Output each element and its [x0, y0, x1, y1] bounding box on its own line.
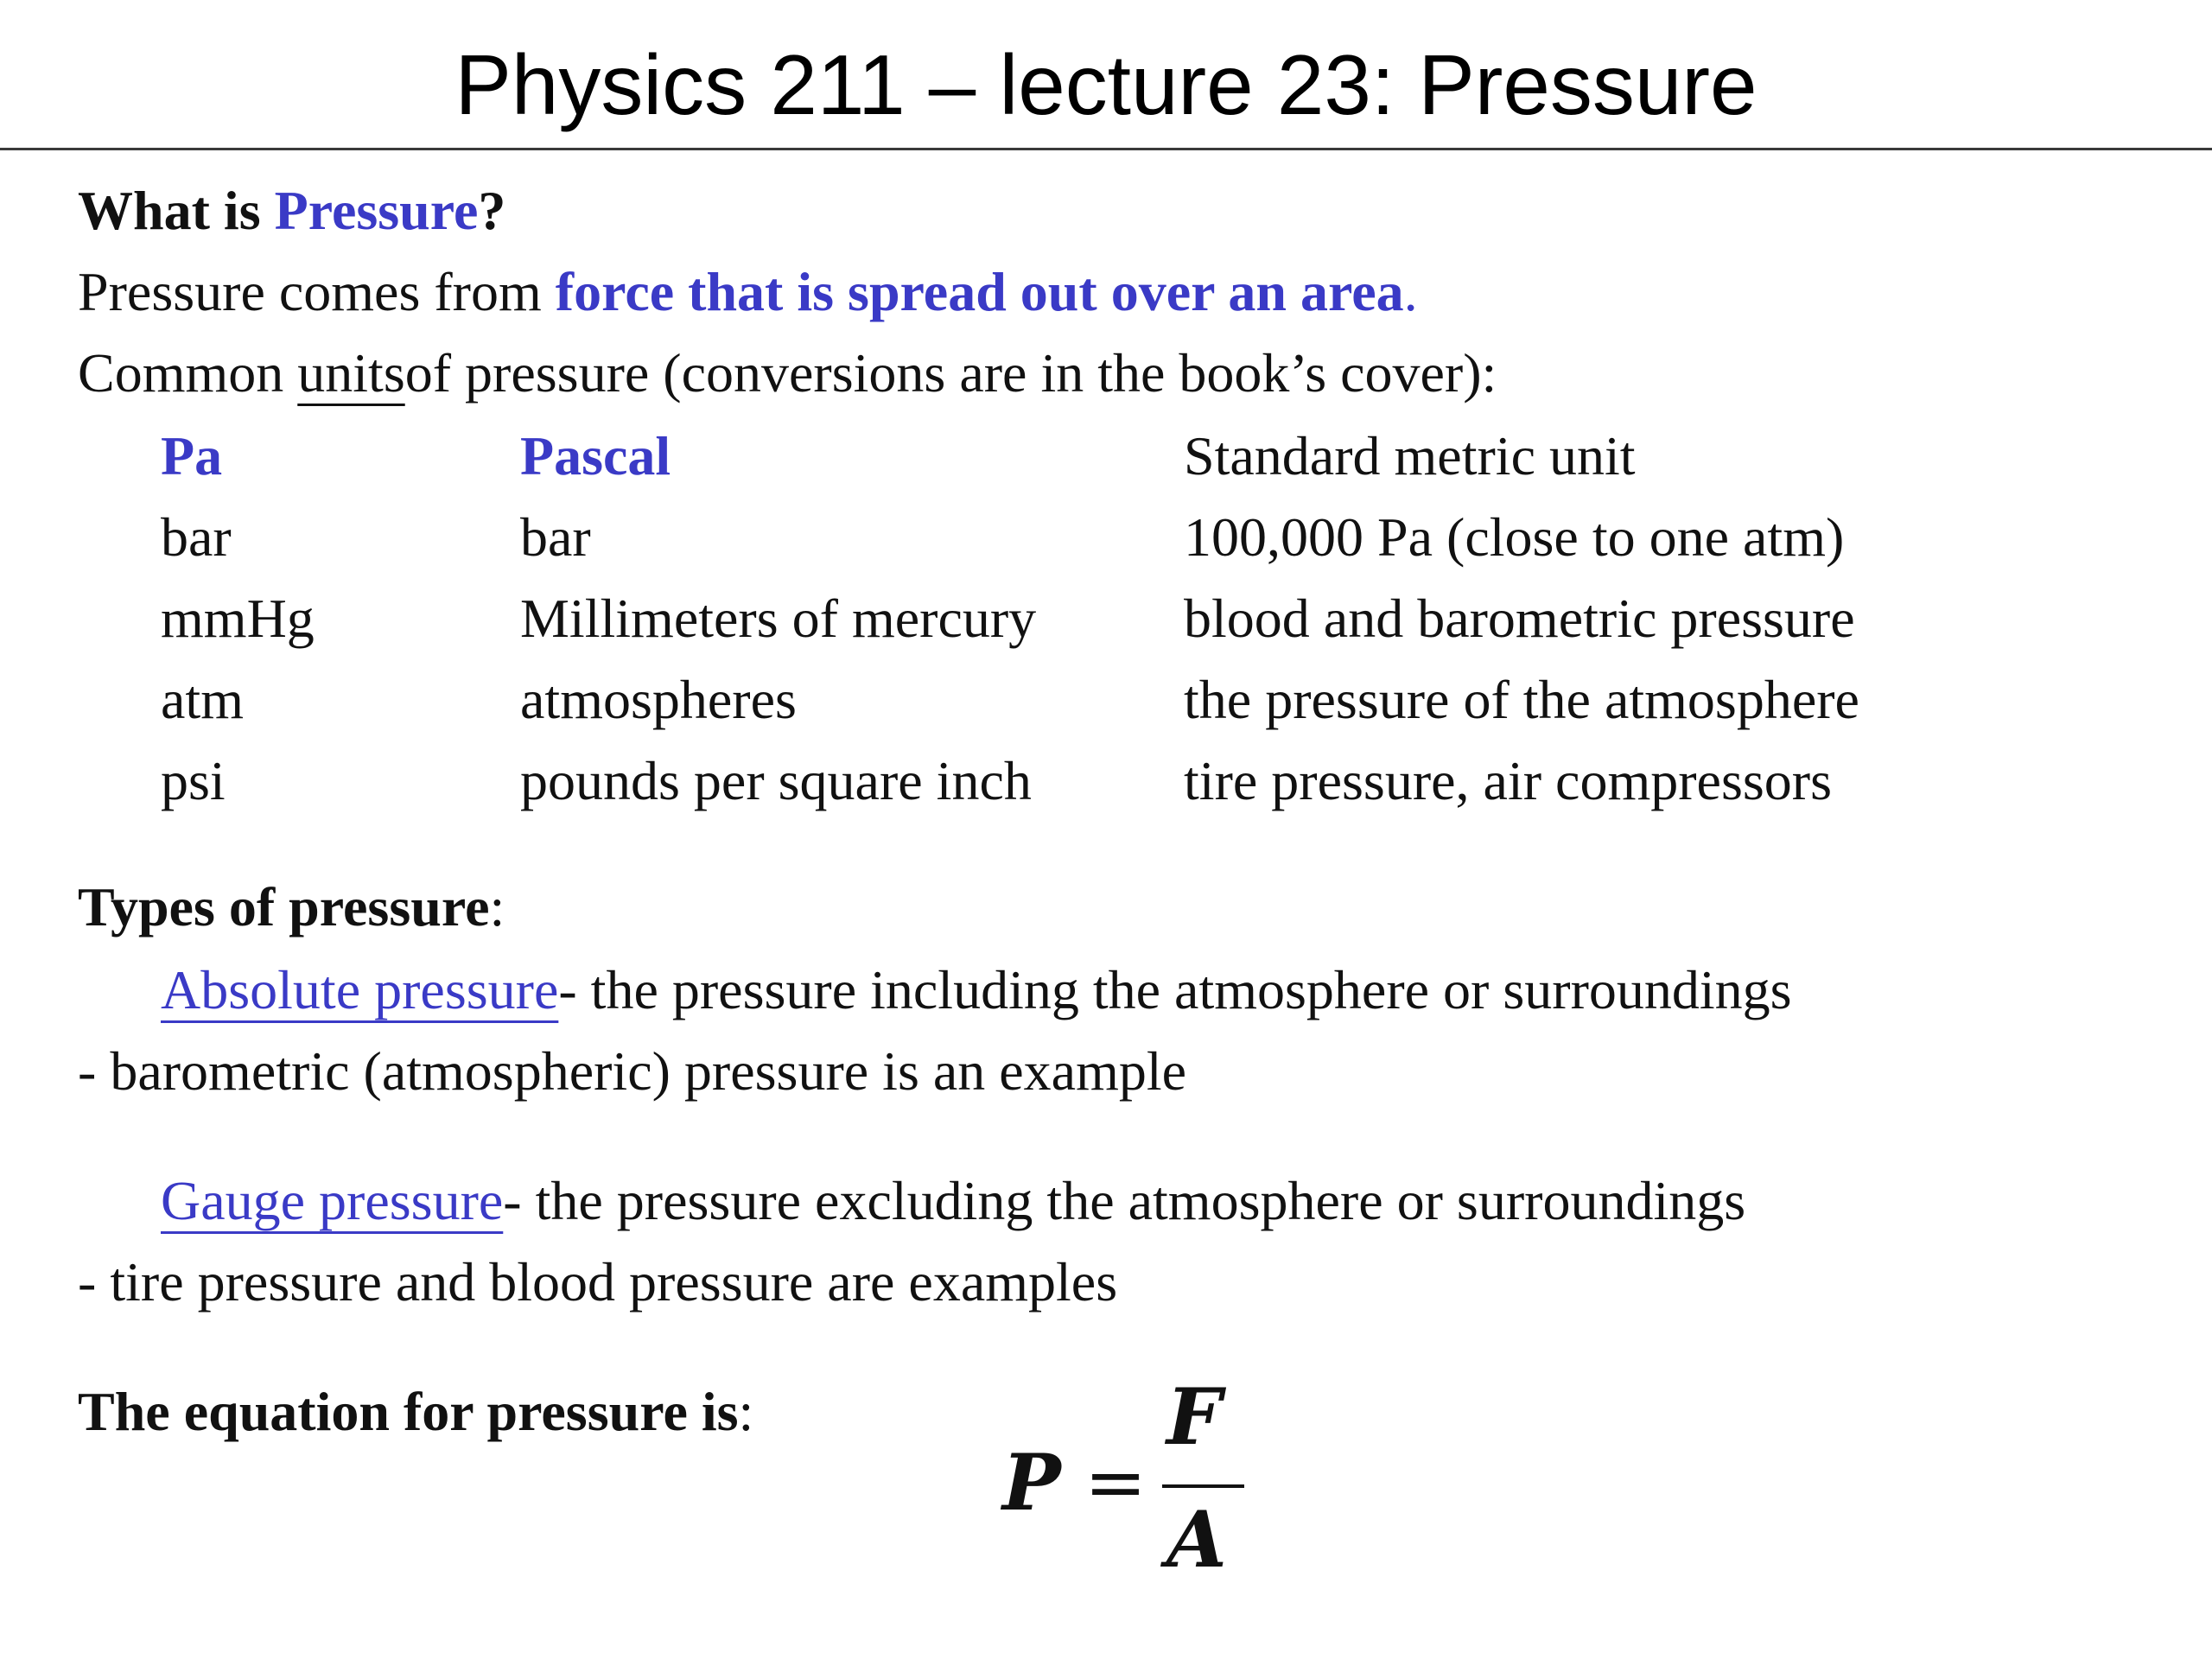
unit-abbr: atm [161, 669, 244, 730]
gauge-pressure-example: - tire pressure and blood pressure are examples [78, 1251, 1118, 1313]
equation-label-text: The equation for pressure is [78, 1381, 739, 1442]
common-units-suffix: of pressure (conversions are in the book’s cover): [404, 342, 1497, 404]
unit-name: bar [520, 506, 591, 568]
unit-abbr: psi [161, 750, 226, 811]
title-divider [0, 148, 2212, 150]
units-word: units [297, 342, 405, 404]
absolute-pressure-example: - barometric (atmospheric) pressure is an example [78, 1040, 1187, 1102]
absolute-pressure-definition: - the pressure including the atmosphere or surroundings [558, 959, 1792, 1020]
what-is-prefix: What is [78, 180, 275, 241]
unit-abbr: bar [161, 506, 232, 568]
equation-label [78, 1377, 753, 1446]
definition-prefix: Pressure comes from [78, 261, 556, 322]
pressure-equation [1002, 1371, 1262, 1599]
unit-use: 100,000 Pa (close to one atm) [1184, 506, 1845, 568]
unit-use: the pressure of the atmosphere [1184, 669, 1859, 730]
unit-use: Standard metric unit [1184, 425, 1636, 486]
common-units-line [78, 339, 1497, 408]
unit-abbr: Pa [161, 425, 223, 486]
gauge-pressure-line [161, 1166, 1745, 1236]
equation-numerator: F [1166, 1371, 1222, 1463]
absolute-pressure-line [161, 956, 1792, 1025]
types-heading-text: Types of pressure [78, 876, 490, 938]
types-heading-suffix: : [489, 876, 505, 938]
types-heading [78, 873, 505, 942]
slide-title: Physics 211 – lecture 23: Pressure [454, 37, 1758, 132]
what-is-pressure-heading [78, 176, 505, 245]
what-is-suffix: ? [478, 180, 506, 241]
pressure-keyword: Pressure [274, 180, 479, 241]
unit-name: Millimeters of mercury [520, 588, 1037, 649]
unit-abbr: mmHg [161, 588, 315, 649]
fraction-bar [1162, 1484, 1244, 1488]
unit-name: Pascal [520, 425, 671, 486]
unit-use: tire pressure, air compressors [1184, 750, 1832, 811]
unit-name: atmospheres [520, 669, 797, 730]
definition-suffix: . [1403, 261, 1418, 322]
pressure-definition [78, 257, 1418, 327]
equation-label-suffix: : [738, 1381, 754, 1442]
gauge-pressure-definition: - the pressure excluding the atmosphere or surroundings [503, 1170, 1746, 1231]
common-units-prefix: Common [78, 342, 298, 404]
unit-use: blood and barometric pressure [1184, 588, 1855, 649]
absolute-pressure-term: Absolute pressure [161, 959, 559, 1020]
unit-name: pounds per square inch [520, 750, 1032, 811]
definition-highlight: force that is spread out over an area [555, 261, 1404, 322]
gauge-pressure-term: Gauge pressure [161, 1170, 504, 1231]
equation-lhs: P [1002, 1437, 1061, 1529]
equation-equals: = [1084, 1440, 1147, 1526]
equation-denominator: A [1166, 1494, 1227, 1586]
